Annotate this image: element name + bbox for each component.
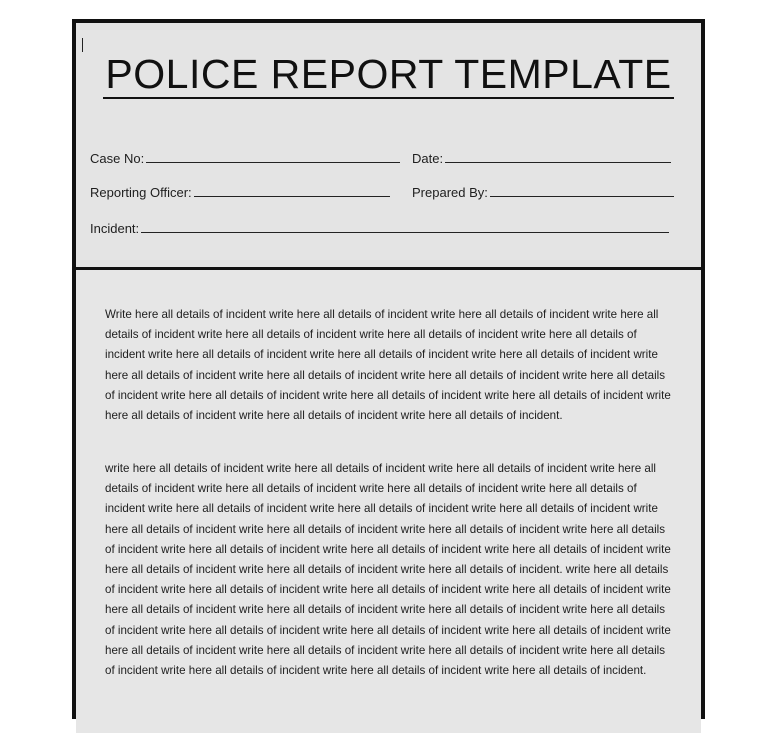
case-no-field[interactable] <box>90 150 400 167</box>
date-blank-line[interactable] <box>445 150 671 163</box>
field-row-officer-prepared <box>90 184 690 202</box>
incident-blank-line[interactable] <box>141 220 669 233</box>
incident-label: Incident: <box>90 221 140 236</box>
incident-details-paragraph-2[interactable]: write here all details of incident write here all details of incident write here all details of incident write here all details of incident write here all details of incident write here all details of incident write here all details of incident write here all details of incident write here all details of incident write here all details of incident write here all details of incident write here all details of incident write here all details of incident write here all details of incident write here all details of incident write here all details of incident write here all details of incident write here all details of incident write here all details of incident write here all details of incident. write here all details of incident write here all details of incident write here all details of incident write here all details of incident write here all details of incident write here all details of incident write here all details of incident write here all details of incident write here all details of incident write here all details of incident write here all details of incident write here all details of incident write here all details of incident write here all details of incident write here all details of incident write here all details of incident write here all details of incident write here all details of incident. <box>105 462 671 678</box>
field-row-case-date <box>90 150 690 168</box>
incident-field[interactable] <box>90 220 669 237</box>
prepared-by-label: Prepared By: <box>412 185 488 200</box>
reporting-officer-label: Reporting Officer: <box>90 185 192 200</box>
field-row-incident <box>90 220 690 238</box>
date-label: Date: <box>412 151 444 166</box>
reporting-officer-blank-line[interactable] <box>194 184 390 197</box>
date-field[interactable] <box>412 150 671 167</box>
report-sheet <box>72 19 705 719</box>
incident-details-section <box>76 273 701 733</box>
prepared-by-blank-line[interactable] <box>490 184 674 197</box>
incident-details-paragraph-1[interactable]: Write here all details of incident write here all details of incident write here all details of incident write here all details of incident write here all details of incident write here all details of incident write here all details of incident write here all details of incident write here all details of incident write here all details of incident write here all details of incident write here all details of incident write here all details of incident write here all details of incident write here all details of incident write here all details of incident write here all details of incident write here all details of incident write here all details of incident write here all details of incident. <box>105 308 671 423</box>
case-no-label: Case No: <box>90 151 145 166</box>
report-title-container <box>76 50 701 99</box>
reporting-officer-field[interactable] <box>90 184 390 201</box>
report-title: POLICE REPORT TEMPLATE <box>105 51 672 97</box>
prepared-by-field[interactable] <box>412 184 674 201</box>
report-header-section <box>76 23 701 270</box>
case-no-blank-line[interactable] <box>146 150 400 163</box>
